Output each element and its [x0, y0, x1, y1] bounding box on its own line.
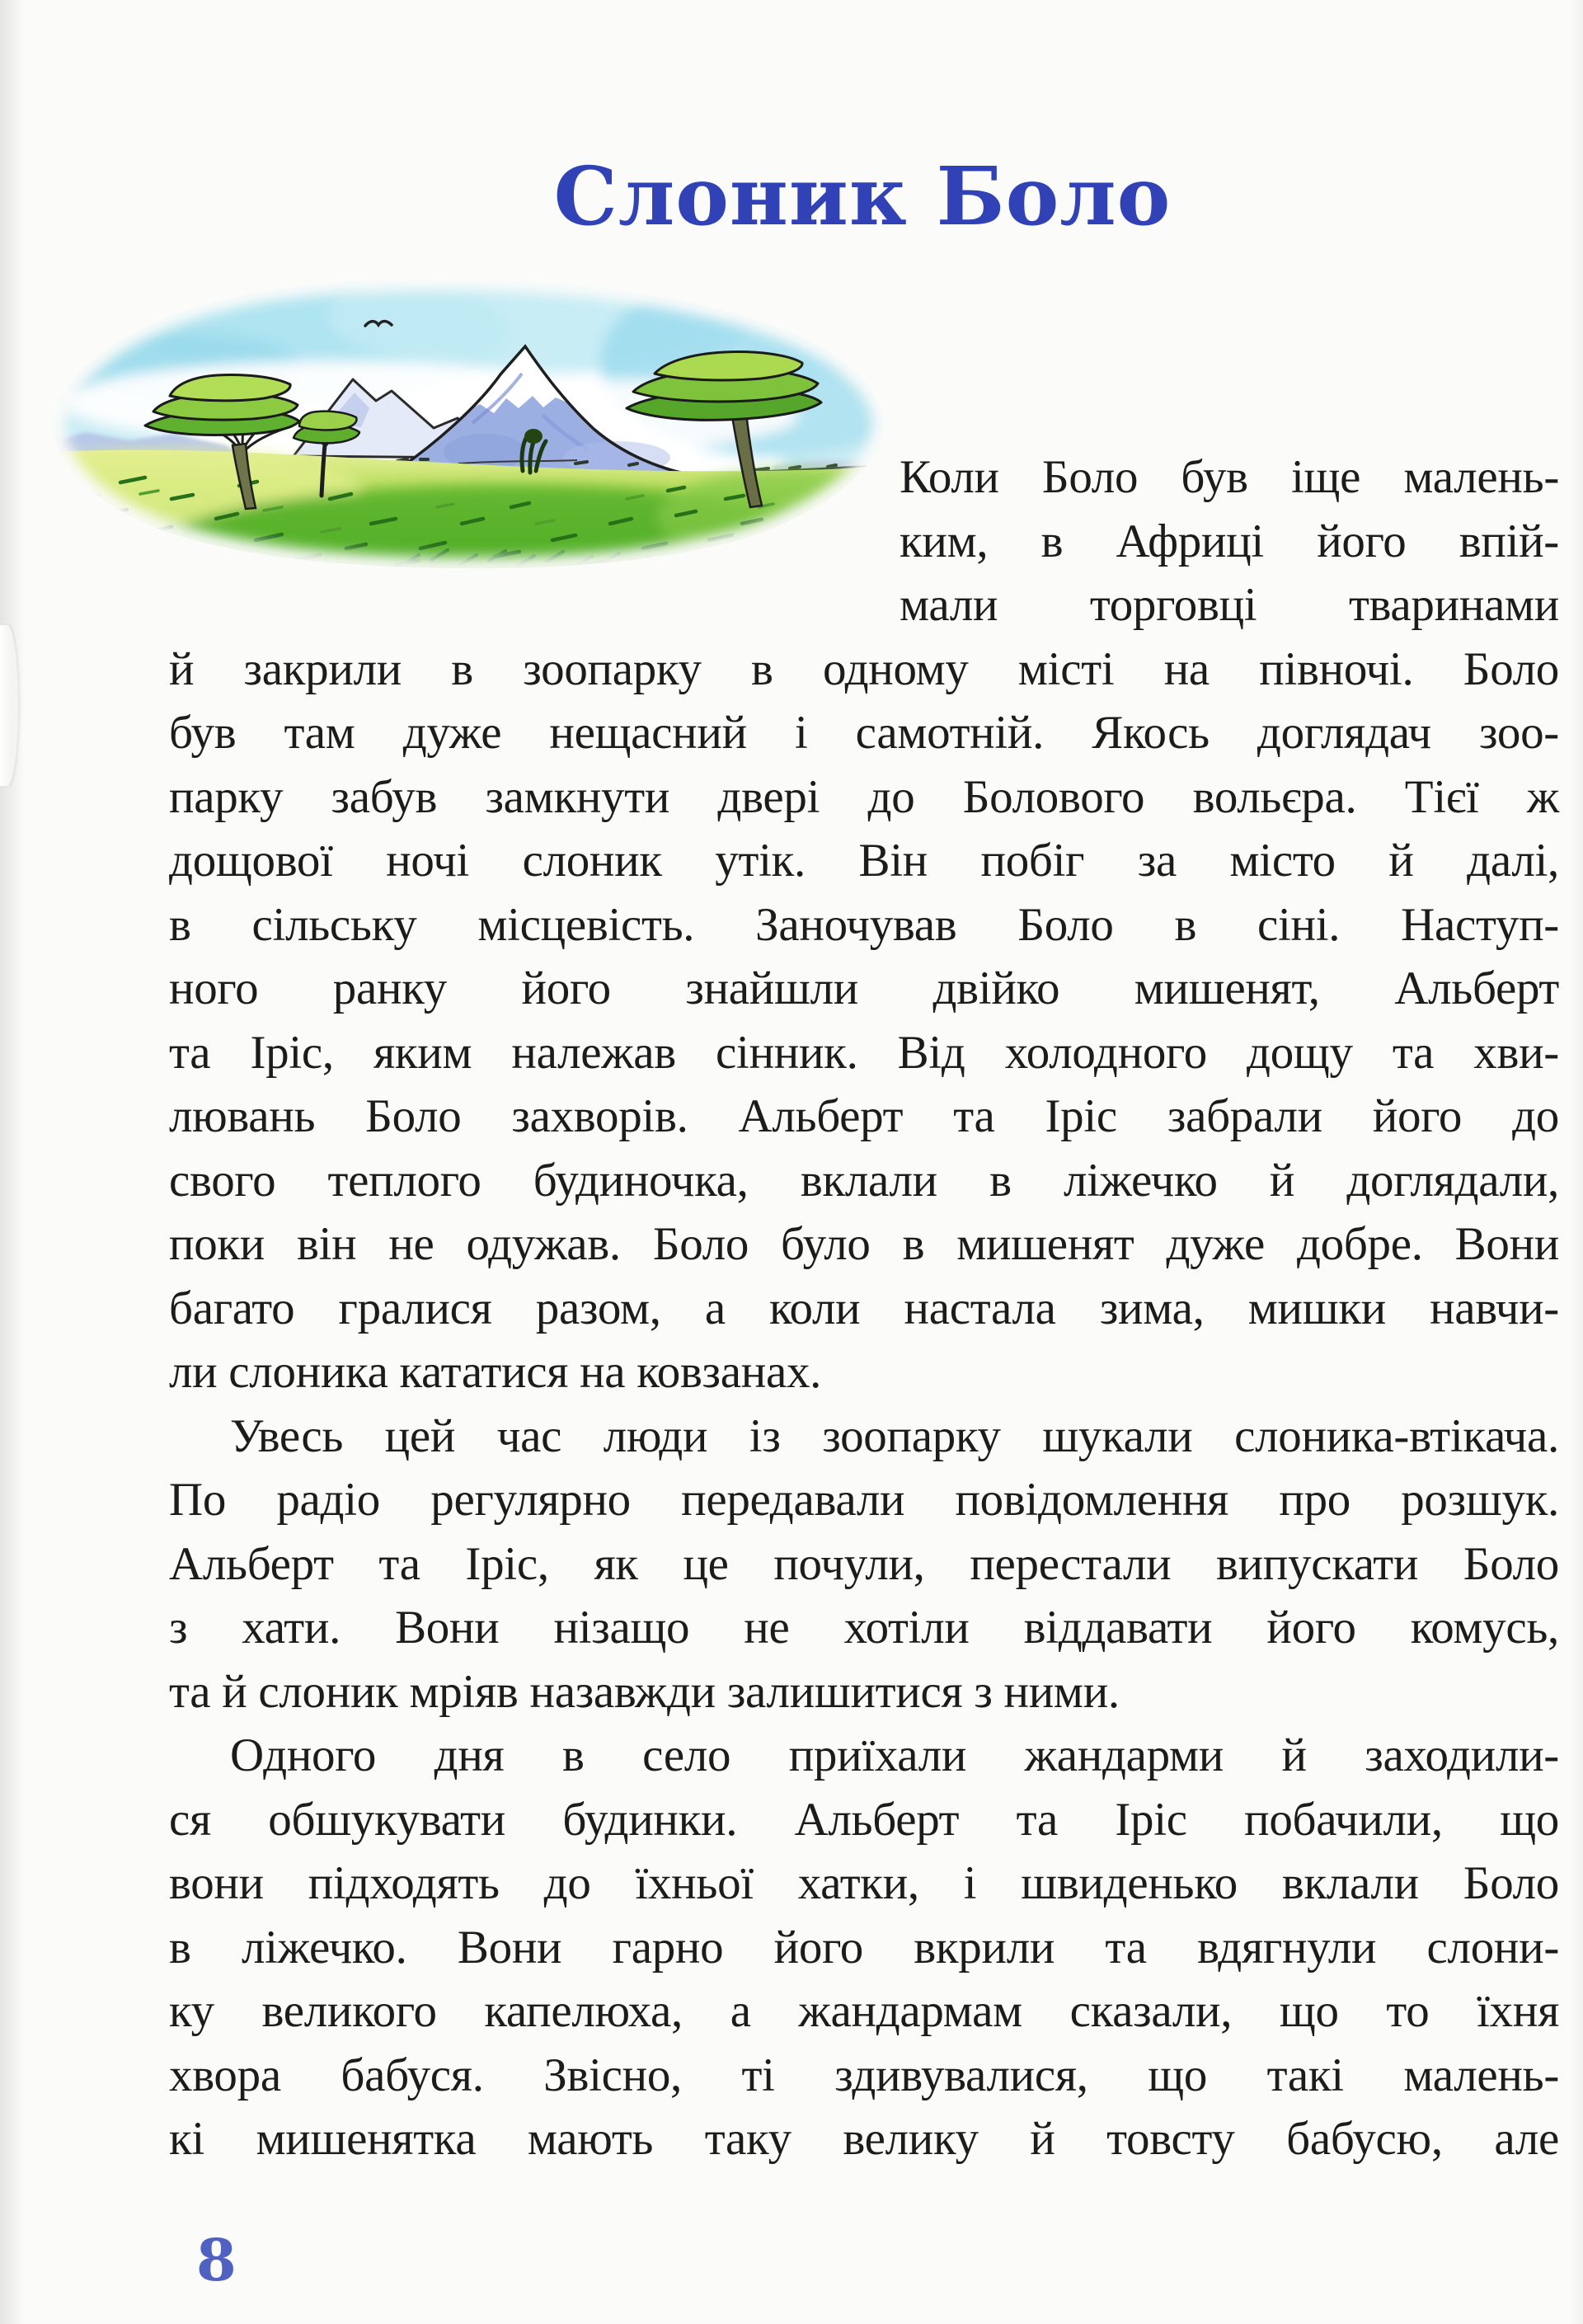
story-line: й закрили в зоопарку в одному місті на півночі. Боло [169, 642, 1559, 695]
story-line: Увесь цей час люди із зоопарку шукали слоника-втікача. [230, 1409, 1559, 1462]
story-line: в сільську місцевість. Заночував Боло в сіні. Наступ- [169, 898, 1559, 951]
story-line: ким, в Африці його впій- [900, 515, 1559, 567]
story-line: ку великого капелюха, а жандармам сказали, що то їхня [169, 1985, 1559, 2037]
story-line: ного ранку його знайшли двійко мишенят, Альберт [169, 962, 1559, 1014]
story-line: був там дуже нещасний і самотній. Якось доглядач зоо- [169, 707, 1559, 759]
story-line: ся обшукувати будинки. Альберт та Іріс побачили, що [169, 1793, 1559, 1846]
story-line: вони підходять до їхньої хатки, і швиденько вклали Боло [169, 1857, 1559, 1909]
page-number: 8 [196, 2226, 237, 2294]
story-line: в ліжечко. Вони гарно його вкрили та вдягнули слони- [169, 1921, 1559, 1974]
story-line: хвора бабуся. Звісно, ті здивувалися, що такі малень- [169, 2049, 1559, 2101]
scan-right-shadow [1570, 0, 1583, 2324]
story-line: По радіо регулярно передавали повідомлення про розшук. [169, 1474, 1559, 1526]
story-line: кі мишенятка мають таку велику й товсту бабусю, але [169, 2113, 1559, 2165]
story-line: з хати. Вони нізащо не хотіли віддавати його комусь, [169, 1602, 1559, 1654]
story-text [169, 445, 1559, 2171]
story-line: Коли Боло був іще малень- [900, 451, 1559, 503]
page-title: Слоник Боло [553, 148, 1172, 243]
story-line: та й слоник мріяв назавжди залишитися з ними. [169, 1665, 1120, 1718]
story-line: та Іріс, яким належав сінник. Від холодного дощу та хви- [169, 1026, 1559, 1079]
story-line: лювань Боло захворів. Альберт та Іріс забрали його до [169, 1090, 1559, 1142]
story-line: мали торговці тваринами [900, 579, 1559, 631]
story-line: дощової ночі слоник утік. Він побіг за місто й далі, [169, 835, 1559, 887]
story-line: багато гралися разом, а коли настала зима, мишки навчи- [169, 1282, 1559, 1334]
story-line: ли слоника кататися на ковзанах. [169, 1346, 822, 1398]
story-line: Альберт та Іріс, як це почули, перестали випускати Боло [169, 1537, 1559, 1590]
scan-left-shadow [0, 0, 25, 2324]
story-line: свого теплого будиночка, вклали в ліжечко й доглядали, [169, 1154, 1559, 1207]
story-line: парку забув замкнути двері до Болового вольєра. Тієї ж [169, 770, 1559, 823]
story-line: поки він не одужав. Боло було в мишенят дуже добре. Вони [169, 1218, 1559, 1270]
story-line: Одного дня в село приїхали жандарми й заходили- [230, 1729, 1559, 1781]
